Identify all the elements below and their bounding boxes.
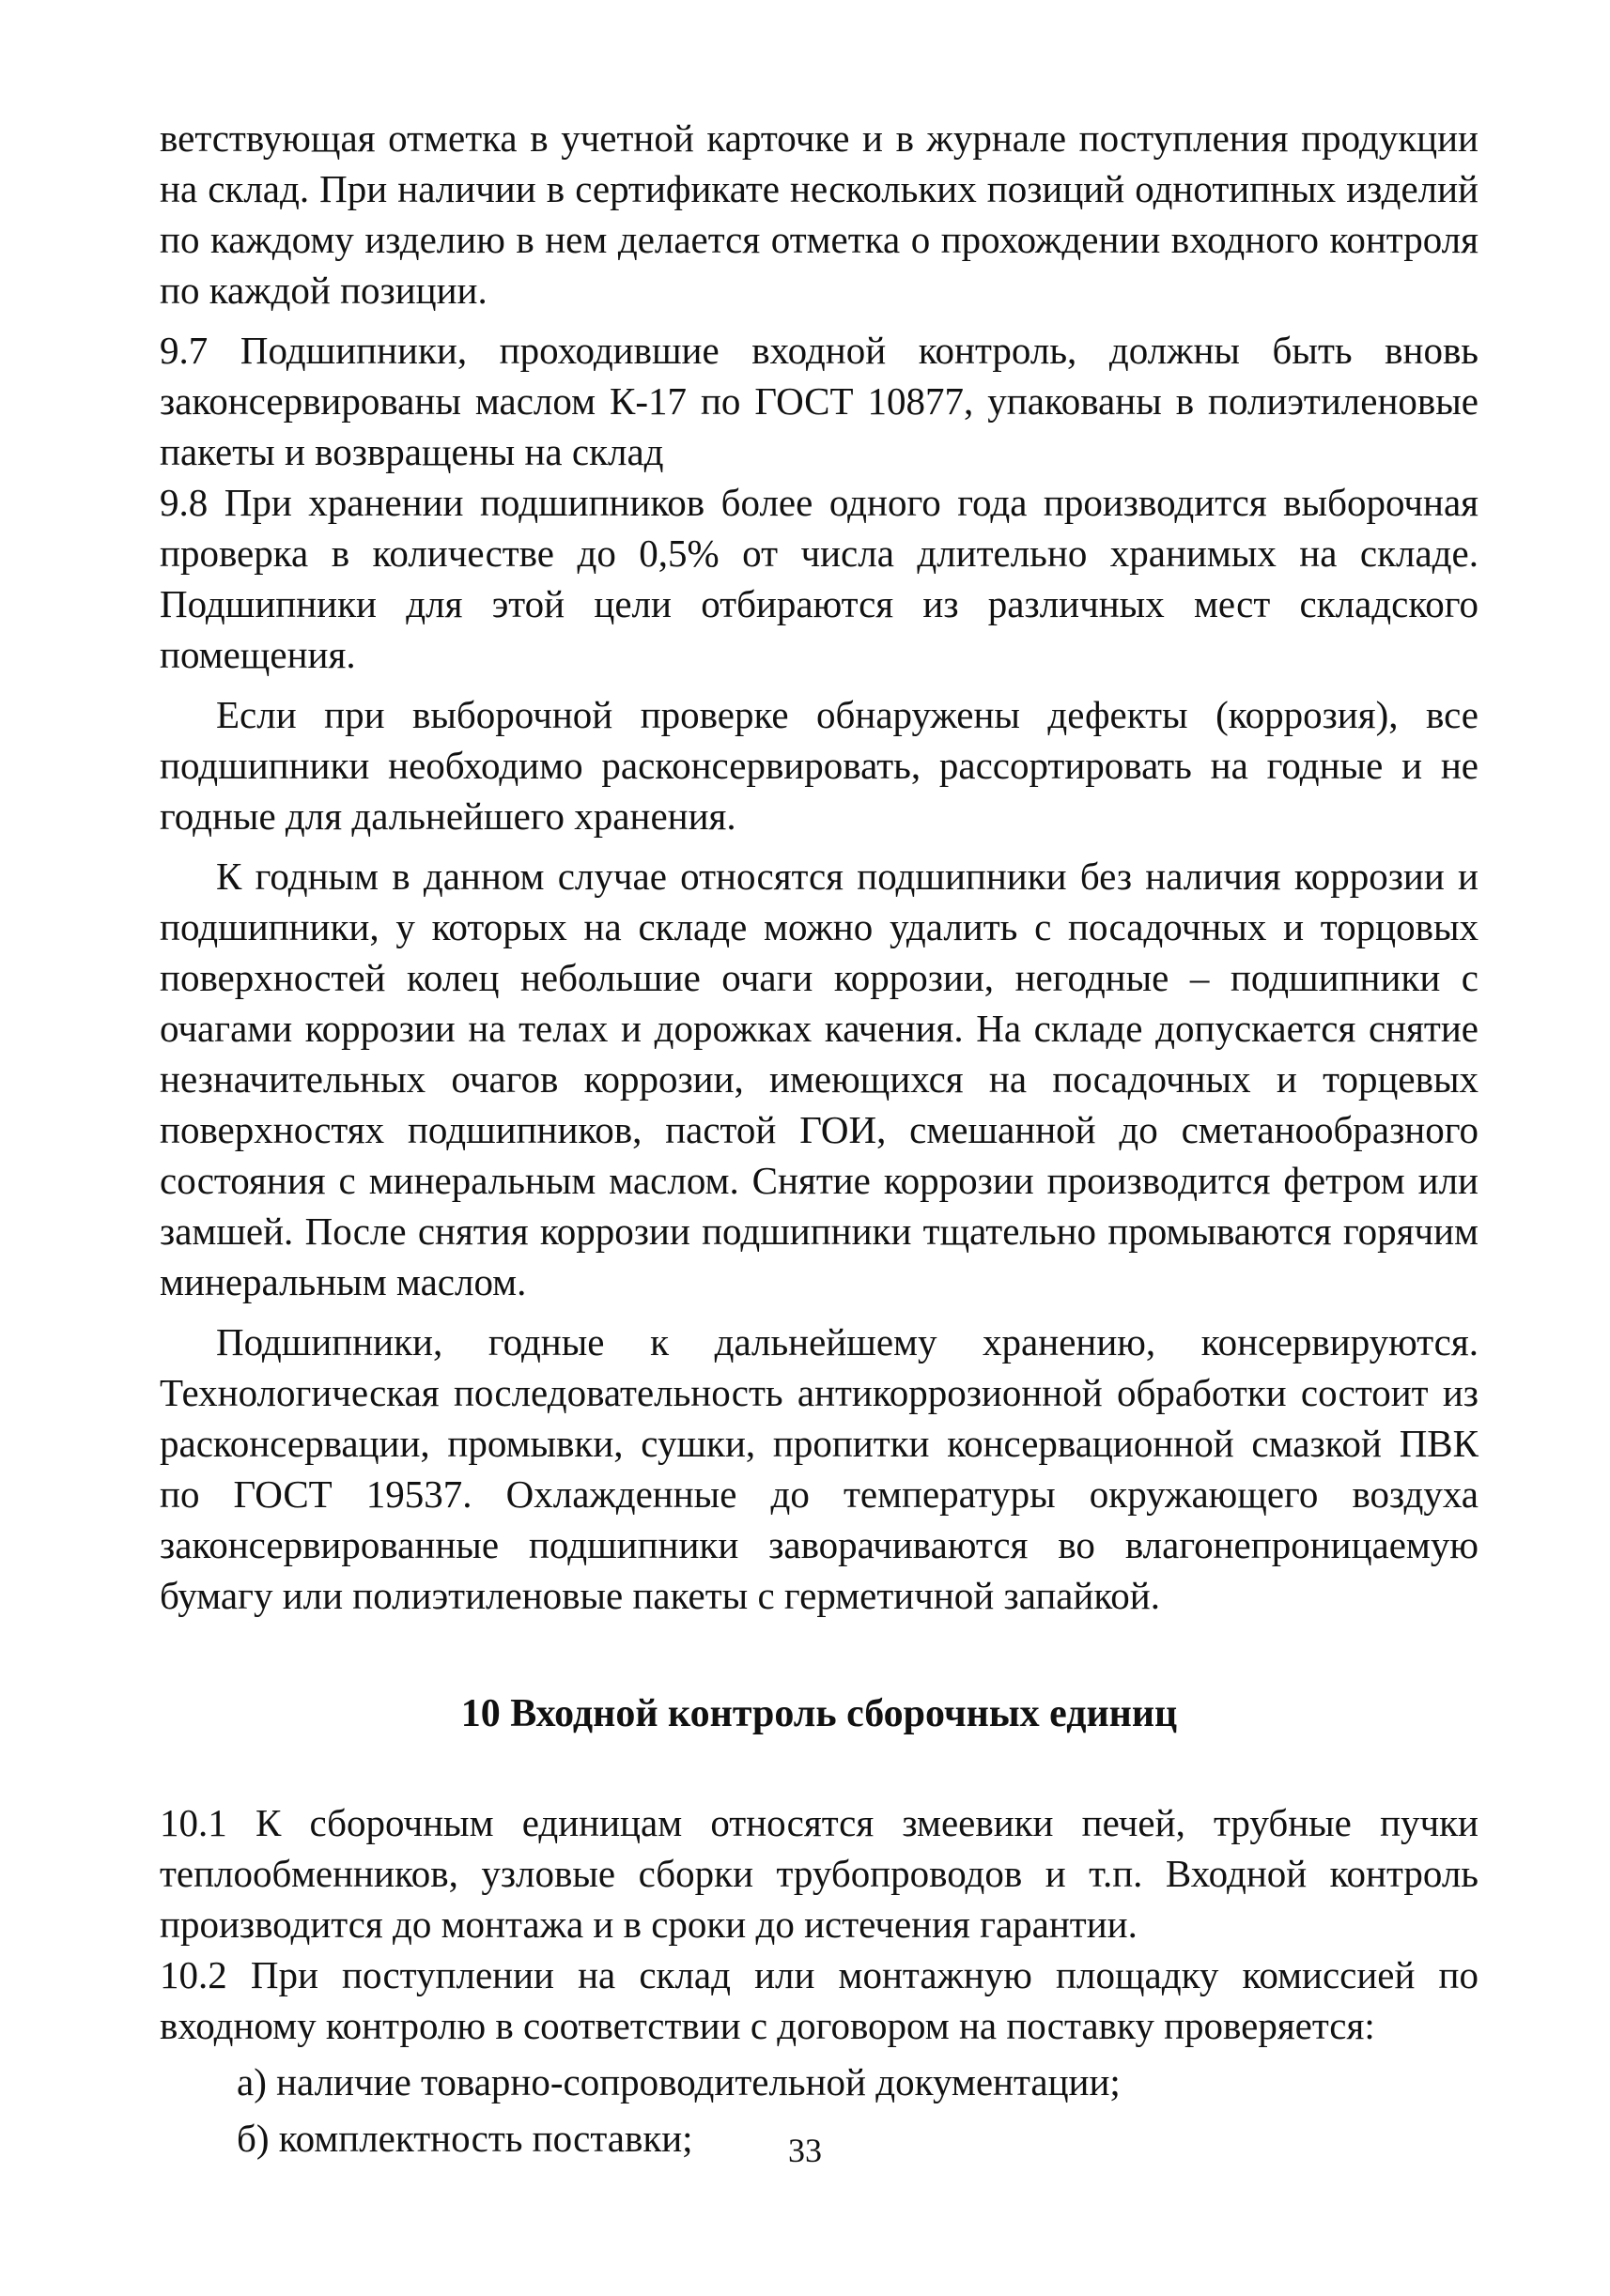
paragraph-10-1: 10.1 К сборочным единицам относятся змеевики печей, трубные пучки теплообменников, узловые сборки трубопроводов и т.п. Входной контроль производится до монтажа и в сроки до истечения гарантии.: [160, 1801, 1478, 1946]
list-item: а) наличие товарно-сопроводительной документации;: [237, 2060, 1121, 2103]
page-number: 33: [788, 2132, 822, 2169]
list-item: б) комплектность поставки;: [237, 2117, 693, 2160]
paragraph-conservation: Подшипники, годные к дальнейшему хранению, консервируются. Технологическая последовательность антикоррозионной обработки состоит из расконсервации, промывки, сушки, пропитки консервационной смазкой ПВК по ГОСТ 19537. Охлажденные до температуры окружающего воздуха законсервированные подшипники заворачиваются во влагонепроницаемую бумагу или полиэтиленовые пакеты с герметичной запайкой.: [160, 1320, 1478, 1617]
paragraph-continuation: ветствующая отметка в учетной карточке и в журнале поступления продукции на склад. При наличии в сертификате нескольких позиций однотипных изделий по каждому изделию в нем делается отметка о прохождении входного контроля по каждой позиции.: [160, 116, 1478, 312]
paragraph-suitable-bearings: К годным в данном случае относятся подшипники без наличия коррозии и подшипники, у которых на складе можно удалить с посадочных и торцовых поверхностей колец небольшие очаги коррозии, негодные – подшипники с очагами коррозии на телах и дорожках качения. На складе допускается снятие незначительных очагов коррозии, имеющихся на посадочных и торцевых поверхностях подшипников, пастой ГОИ, смешанной до сметанообразного состояния с минеральным маслом. Снятие коррозии производится фетром или замшей. После снятия коррозии подшипники тщательно промываются горячим минеральным маслом.: [160, 855, 1478, 1303]
paragraph-9-7: 9.7 Подшипники, проходившие входной контроль, должны быть вновь законсервированы маслом К-17 по ГОСТ 10877, упакованы в полиэтиленовые пакеты и возвращены на склад: [160, 329, 1478, 473]
paragraph-9-8: 9.8 При хранении подшипников более одного года производится выборочная проверка в количестве до 0,5% от числа длительно хранимых на складе. Подшипники для этой цели отбираются из различных мест складского помещения.: [160, 481, 1478, 676]
paragraph-10-2: 10.2 При поступлении на склад или монтажную площадку комиссией по входному контролю в соответствии с договором на поставку проверяется:: [160, 1953, 1478, 2047]
paragraph-defects: Если при выборочной проверке обнаружены дефекты (коррозия), все подшипники необходимо расконсервировать, рассортировать на годные и не годные для дальнейшего хранения.: [160, 693, 1478, 838]
section-heading: 10 Входной контроль сборочных единиц: [460, 1692, 1178, 1735]
document-body: [160, 113, 1478, 2164]
